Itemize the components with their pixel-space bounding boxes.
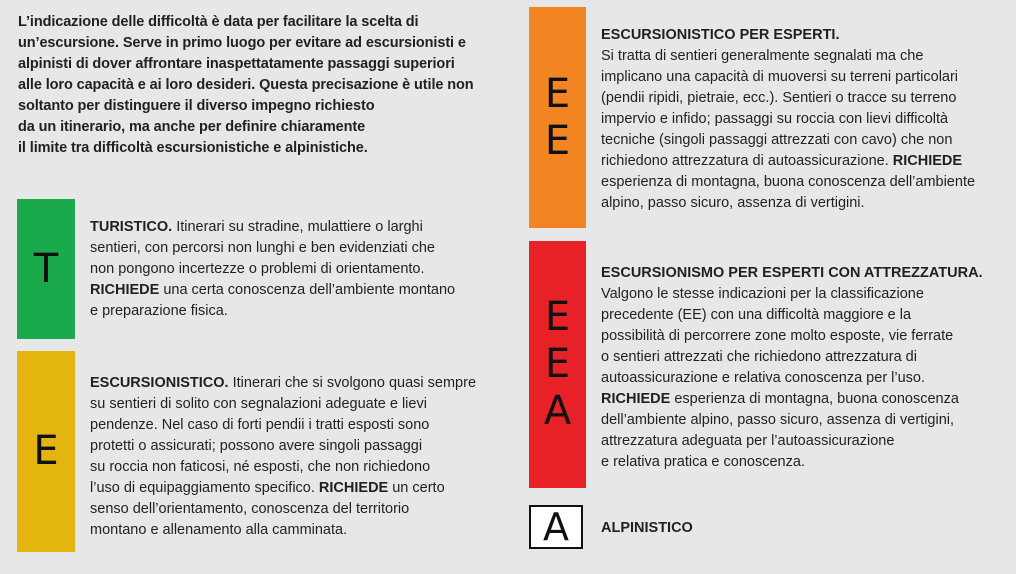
intro-line: alpinisti di dover affrontare inaspettatamente passaggi superiori: [18, 56, 455, 72]
level-title: ESCURSIONISTICO PER ESPERTI.: [601, 27, 840, 43]
requires-label: RICHIEDE: [318, 480, 389, 496]
badge-letter: E: [544, 294, 571, 340]
badge-escursionistico: [17, 351, 75, 552]
badge-letter: E: [544, 117, 571, 164]
level-title: ESCURSIONISTICO.: [90, 375, 229, 391]
requires-label: RICHIEDE: [892, 153, 963, 169]
badge-letter: E: [544, 341, 571, 387]
badge-letter: T: [33, 245, 59, 292]
desc-escursionistico: ESCURSIONISTICO. Itinerari che si svolgono quasi sempre su sentieri di solito con segnalazioni adeguate e lievi pendenze. Nel caso di forti pendii i tratti esposti sono protetti o assicurati; possono avere singoli passaggi su roccia non faticosi, né esposti, che non richiedono l’uso di equipaggiamento specifico. RICHIEDE un certo senso dell’orientamento, conoscenza del territorio montano e allenamento alla camminata.: [90, 375, 477, 538]
level-title: ALPINISTICO: [601, 520, 693, 536]
desc-escursionismo-attrezzatura: ESCURSIONISMO PER ESPERTI CON ATTREZZATURA. Valgono le stesse indicazioni per la classificazione precedente (EE) con una difficoltà maggiore e la possibilità di percorrere zone molto esposte, vie ferrate o sentieri attrezzati che richiedono attrezzatura di autoassicurazione e relativa conoscenza per l’uso. RICHIEDE esperienza di montagna, buona conoscenza dell’ambiente alpino, passo sicuro, assenza di vertigini, attrezzatura adeguata per l’autoassicurazione e relativa pratica e conoscenza.: [601, 265, 983, 470]
intro-line: il limite tra difficoltà escursionistiche e alpinistiche.: [18, 140, 368, 156]
intro-line: da un itinerario, ma anche per definire chiaramente: [18, 119, 366, 135]
requires-label: RICHIEDE: [90, 282, 160, 298]
intro-line: L’indicazione delle difficoltà è data per facilitare la scelta di: [18, 14, 419, 30]
badge-escursionismo-attrezzatura: [529, 241, 586, 488]
badge-alpinistico: [529, 505, 583, 549]
level-title: ESCURSIONISMO PER ESPERTI CON ATTREZZATURA.: [601, 265, 983, 281]
intro-line: soltanto per distinguere il diverso impegno richiesto: [18, 98, 375, 114]
desc-escursionistico-esperti: ESCURSIONISTICO PER ESPERTI. Si tratta di sentieri generalmente segnalati ma che implicano una capacità di muoversi su terreni particolari (pendii ripidi, pietraie, ecc.). Sentieri o tracce su terreno impervio e infido; passaggi su roccia con lievi difficoltà tecniche (singoli passaggi attrezzati con cavo) che non richiedono attrezzatura di autoassicurazione. RICHIEDE esperienza di montagna, buona conoscenza dell’ambiente alpino, passo sicuro, assenza di vertigini.: [601, 27, 976, 211]
level-title: TURISTICO.: [90, 219, 173, 235]
badge-letter: A: [543, 388, 572, 434]
requires-label: RICHIEDE: [601, 391, 671, 407]
intro-line: alle loro capacità e ai loro desideri. Questa precisazione è utile non: [18, 77, 474, 93]
badge-letter: E: [33, 428, 59, 474]
badge-escursionistico-esperti: [529, 7, 586, 228]
badge-letter: E: [544, 70, 571, 117]
badge-letter: A: [543, 505, 569, 549]
desc-alpinistico: [601, 518, 901, 539]
intro-line: un’escursione. Serve in primo luogo per evitare ad escursionisti e: [18, 35, 466, 51]
badge-turistico: [17, 199, 75, 339]
desc-turistico: TURISTICO. Itinerari su stradine, mulattiere o larghi sentieri, con percorsi non lunghi e ben evidenziati che non pongono incertezze o problemi di orientamento. RICHIEDE una certa conoscenza dell’ambiente montano e preparazione fisica.: [90, 219, 456, 319]
intro-paragraph: [18, 12, 488, 159]
